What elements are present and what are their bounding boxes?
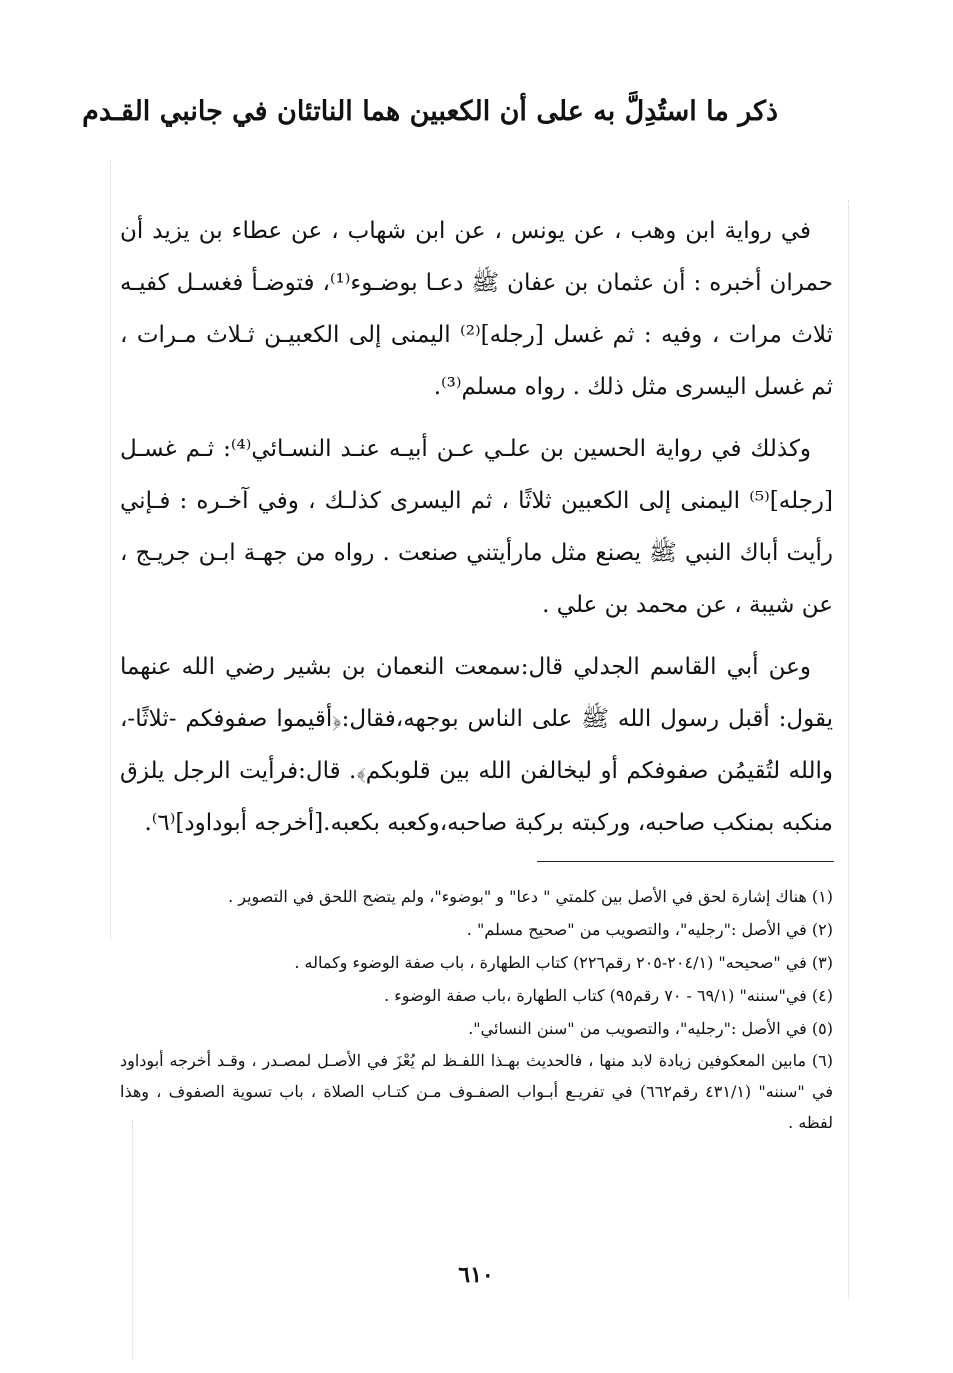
section-heading: ذكر ما استُدِلَّ به على أن الكعبين هما الناتئان في جانبي القـدم bbox=[82, 96, 778, 127]
scan-artifact-line bbox=[110, 160, 111, 940]
footnote-3: (٣) في "صحيحه" (٢٠٤/١-٢٠٥ رقم٢٢٦) كتاب الطهارة ، باب صفة الوضوء وكماله . bbox=[294, 953, 833, 972]
footnote-5: (٥) في الأصل :"رجليه"، والتصويب من "سنن النسائي". bbox=[468, 1019, 833, 1038]
paragraph-2: وكذلك في رواية الحسين بن علـي عـن أبيـه عنـد النسـائي⁽⁴⁾: ثـم غسـل [رجله]⁽⁵⁾ اليمنى إلى الكعبين ثلاثًا ، ثم اليسرى كذلـك ، وفي آخـره : فـإني رأيت أباك النبي ﷺ يصنع مثل مارأيتني صنعت . رواه من جهـة ابـن جريـج ، عن شيبة ، عن محمد بن علي . bbox=[120, 436, 833, 618]
footnotes bbox=[120, 880, 833, 1138]
scan-artifact-line bbox=[132, 1120, 133, 1360]
footnote-divider bbox=[537, 861, 834, 862]
footnote-1: (١) هناك إشارة لحق في الأصل بين كلمتي " دعا" و "بوضوء"، ولم يتضح اللحق في التصوير . bbox=[228, 887, 833, 906]
footnote-4: (٤) في"سننه" (٦٩/١ - ٧٠ رقم٩٥) كتاب الطهارة ،باب صفة الوضوء . bbox=[384, 986, 833, 1005]
footnote-6: (٦) مابين المعكوفين زيادة لابد منها ، فالحديث بهـذا اللفـظ لم يُعْزَ في الأصـل لمصـدر ، وقـد أخرجه أبوداود في "سننه" (٤٣١/١ رقم٦٦٢) في تفريـع أبـواب الصفـوف مـن كتـاب الصلاة ، باب تسوية الصفوف ، وهذا لفظه . bbox=[120, 1051, 833, 1132]
body-text bbox=[120, 205, 833, 859]
paragraph-3: وعن أبي القاسم الجدلي قال:سمعت النعمان بن بشير رضي الله عنهما يقول: أقبل رسول الله ﷺ على الناس بوجهه،فقال:﴿أقيموا صفوفكم -ثلاثًا-، والله لتُقيمُن صفوفكم أو ليخالفن الله بين قلوبكم﴾. قال:فرأيت الرجل يلزق منكبه بمنكب صاحبه، وركبته بركبة صاحبه،وكعبه بكعبه.[أخرجه أبوداود]⁽٦⁾. bbox=[120, 654, 833, 836]
paragraph-1: في رواية ابن وهب ، عن يونس ، عن ابن شهاب ، عن عطاء بن يزيد أن حمران أخبره : أن عثمان بن عفان ﷺ دعـا بوضـوء⁽¹⁾، فتوضـأ فغسـل كفيـه ثلاث مرات ، وفيه : ثم غسل [رجله]⁽²⁾ اليمنى إلى الكعبيـن ثـلاث مـرات ، ثم غسل اليسرى مثل ذلك . رواه مسلم⁽³⁾. bbox=[120, 218, 834, 400]
footnote-2: (٢) في الأصل :"رجليه"، والتصويب من "صحيح مسلم" . bbox=[466, 920, 833, 939]
page-number: ٦١٠ bbox=[458, 1262, 494, 1288]
scan-artifact-line bbox=[848, 200, 849, 1300]
